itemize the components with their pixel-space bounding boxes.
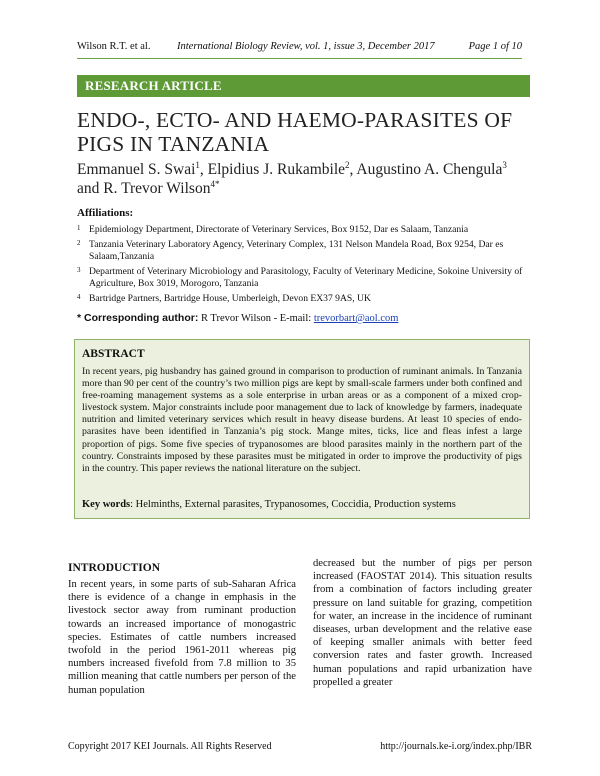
- author-name: and R. Trevor Wilson: [77, 180, 211, 197]
- abstract-heading: ABSTRACT: [82, 348, 145, 360]
- author-affiliation-mark: 1: [195, 159, 200, 170]
- affiliation-number: 3: [77, 265, 81, 274]
- author-list: [77, 160, 537, 198]
- corresponding-author: [77, 312, 398, 324]
- affiliation-item: [77, 224, 532, 237]
- corresponding-author-text: R Trevor Wilson - E-mail:: [198, 313, 314, 324]
- article-type-banner: RESEARCH ARTICLE: [77, 75, 530, 97]
- author-separator: ,: [349, 161, 357, 178]
- email-link[interactable]: trevorbart@aol.com: [313, 313, 399, 324]
- author-affiliation-mark: 3: [502, 159, 507, 170]
- affiliation-text: Epidemiology Department, Directorate of Veterinary Services, Box 9152, Dar es Salaam, Tanzania: [89, 224, 469, 235]
- affiliation-text: Tanzania Veterinary Laboratory Agency, Veterinary Complex, 131 Nelson Mandela Road, Box 9254, Dar es Salaam,Tanzania: [89, 238, 504, 263]
- affiliation-item: [77, 266, 532, 291]
- author-separator: ,: [199, 161, 208, 178]
- keywords: [82, 499, 522, 510]
- introduction-column-2: decreased but the number of pigs per person increased (FAOSTAT 2014). This situation results from a combination of factors including greater pressure on land suitable for grazing, competition for water, an increase in the incidence of ruminant diseases, urban development and the relative ease of keeping smaller animals with better feed conversion rates and faster growth. Increased human populations and rapid urbanization have propelled a greater: [313, 558, 532, 688]
- author-affiliation-mark: 4*: [210, 178, 220, 189]
- page-number: Page 1 of 10: [468, 41, 522, 52]
- author-affiliation-mark: 2: [345, 159, 350, 170]
- paper-title: ENDO-, ECTO- AND HAEMO-PARASITES OF PIGS IN TANZANIA: [77, 108, 513, 156]
- corresponding-author-label: * Corresponding author:: [77, 312, 199, 324]
- header-divider: [77, 58, 522, 59]
- affiliation-item: [77, 239, 532, 264]
- keywords-label: Key words: [82, 499, 131, 510]
- affiliation-text: Department of Veterinary Microbiology and Parasitology, Faculty of Veterinary Medicine, Sokoine University of Agriculture, Box 3019, Morogoro, Tanzania: [89, 265, 523, 290]
- running-header-journal: International Biology Review, vol. 1, issue 3, December 2017: [177, 41, 435, 52]
- introduction-column-1: In recent years, in some parts of sub-Saharan Africa there is evidence of a change in emphasis in the livestock sector away from ruminant production towards an increased importance of monogastric species. Estimates of cattle numbers increased twofold in the period 1961-2011 whereas pig numbers increased fivefold from 7.8 million to 35 million meaning that cattle numbers per person of the human population: [68, 579, 296, 696]
- affiliation-number: 2: [77, 238, 81, 247]
- author-name: Elpidius J. Rukambile: [207, 161, 345, 178]
- affiliation-text: Bartridge Partners, Bartridge House, Umberleigh, Devon EX37 9AS, UK: [89, 292, 371, 304]
- affiliations-list: [77, 224, 532, 308]
- introduction-heading: INTRODUCTION: [68, 562, 161, 574]
- affiliation-item: [77, 293, 532, 306]
- affiliation-number: 4: [77, 292, 81, 301]
- running-header-authors: Wilson R.T. et al.: [77, 41, 151, 52]
- affiliation-number: 1: [77, 224, 81, 232]
- keywords-list: : Helminths, External parasites, Trypanosomes, Coccidia, Production systems: [130, 499, 456, 510]
- author-name: Emmanuel S. Swai: [77, 161, 196, 178]
- footer-copyright: Copyright 2017 KEI Journals. All Rights Reserved: [68, 741, 272, 752]
- footer-url[interactable]: http://journals.ke-i.org/index.php/IBR: [380, 741, 532, 752]
- abstract-text: In recent years, pig husbandry has gained ground in comparison to production of ruminant animals. In Tanzania more than 90 per cent of the country’s two million pigs are kept by small-scale farmers under both confined and free-roaming management systems as a sole enterprise in urban areas or as a component of a mixed crop-livestock system. Major constraints include poor management due to lack of knowledge by farmers, inadequate nutrition and limited veterinary services which result in heavy disease burdens. At least 10 species of endo-parasites have been identified in Tanzania’s pig stock. Mange mites, ticks, lice and fleas infest a large proportion of pigs. Some five species of trypanosomes are blood parasites mainly in the northern part of the country. Constraints imposed by these parasites must be mitigated in order to improve the productivity of pigs in the country. This paper reviews the national literature on the subject.: [82, 366, 522, 474]
- author-name: Augustino A. Chengula: [356, 161, 503, 178]
- affiliations-heading: Affiliations:: [77, 207, 134, 219]
